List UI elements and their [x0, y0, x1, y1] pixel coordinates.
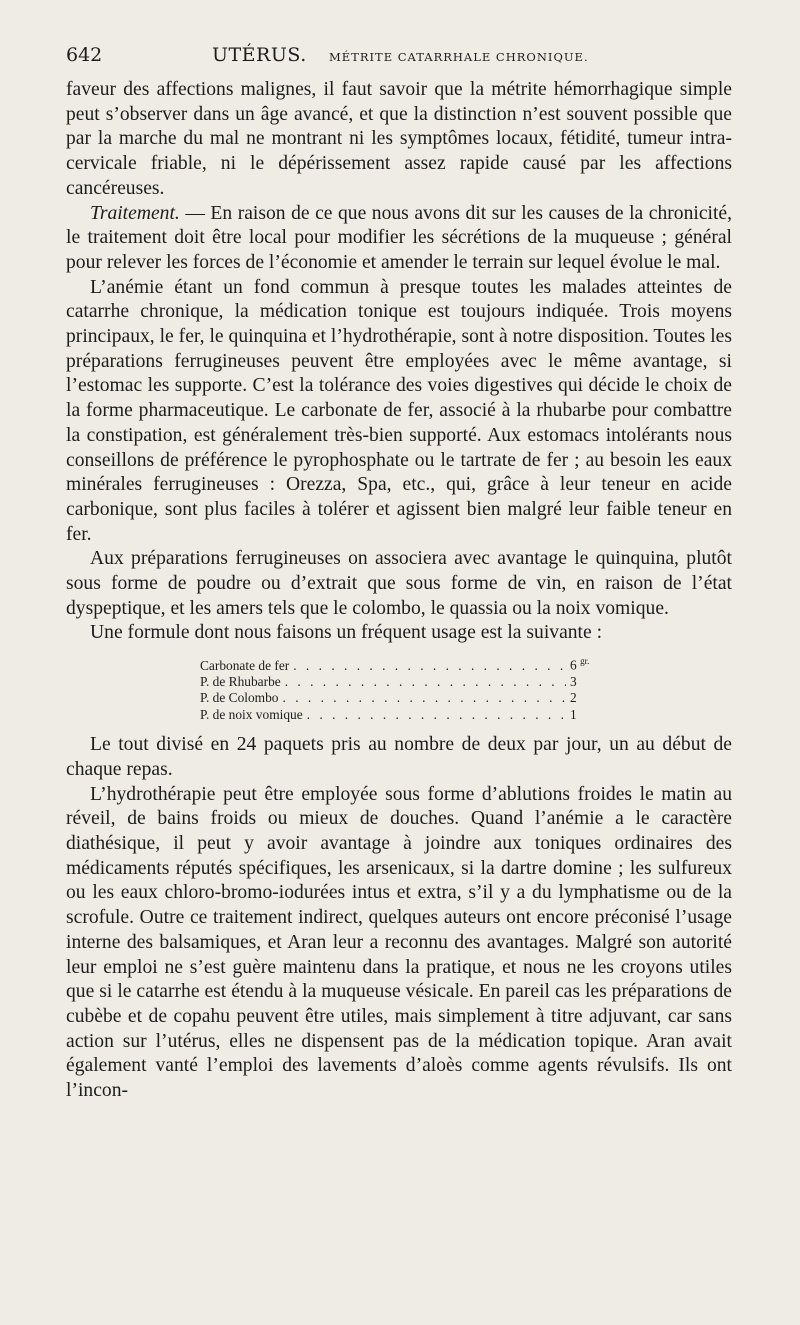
formula-row — [200, 690, 600, 706]
formula-row — [200, 707, 600, 723]
paragraph-anemia: L’anémie étant un fond commun à presque toutes les malades atteintes de catarrhe chronique, la médication tonique est toujours indiquée. Trois moyens principaux, le fer, le quinquina et l’hydrothérapie, sont à notre disposition. Toutes les préparations ferrugineuses peuvent être employées avec le même avantage, si l’estomac les supporte. C’est la tolérance des voies digestives qui décide le choix de la forme pharmaceutique. Le carbonate de fer, associé à la rhubarbe pour combattre la constipation, est généralement très-bien supporté. Aux estomacs intolérants nous conseillons de préférence le pyrophosphate ou le tartrate de fer ; au besoin les eaux minérales ferrugineuses : Orezza, Spa, etc., qui, grâce à leur teneur en acide carbonique, sont plus faciles à tolérer et agissent bien malgré leur faible teneur en fer. — [66, 276, 732, 545]
running-subtitle: MÉTRITE CATARRHALE CHRONIQUE. — [329, 50, 589, 64]
formula-ingredient: Carbonate de fer — [200, 657, 290, 673]
paragraph-hydrotherapy: L’hydrothérapie peut être employée sous forme d’ablutions froides le matin au réveil, de bains froids ou mieux de douches. Quand l’anémie a le caractère diathésique, il peut y avoir avantage à joindre aux toniques ordinaires des médicaments réputés spécifiques, les arsenicaux, si la dartre domine ; les sulfureux ou les eaux chloro-bromo-iodurées intus et extra, s’il y a du lymphatisme ou de la scrofule. Outre ce traitement indirect, quelques auteurs ont encore préconisé l’usage interne des balsamiques, et Aran leur a reconnu des avantages. Malgré son autorité leur emploi ne s’est guère maintenu dans la pratique, et nous ne les croyons utiles que si le catarrhe est étendu à la muqueuse vésicale. En pareil cas les préparations de cubèbe et de copahu peuvent être utiles, mais simplement à titre adjuvant, car sans action sur l’utérus, elles ne dispensent pas de la médication topique. Aran avait également vanté l’emploi des lavements d’aloès comme agents révulsifs. Ils ont l’incon- — [66, 783, 732, 1102]
paragraph-continuation: faveur des affections malignes, il faut savoir que la métrite hémorrhagique simple peut s’observer dans un âge avancé, et que la distinction n’est souvent possible que par la marche du mal ne montrant ni les symptômes locaux, fétidité, tumeur intra-cervicale friable, ni le dépérissement assez rapide causé par les affections cancéreuses. — [66, 79, 732, 199]
formula-quantity: 1 — [570, 706, 577, 722]
quantity-value: 6 — [570, 657, 577, 673]
formula-ingredient: P. de Rhubarbe — [200, 674, 281, 690]
formula-ingredient: P. de noix vomique — [200, 706, 303, 722]
running-title: UTÉRUS. — [212, 44, 307, 66]
formula-quantity — [570, 653, 600, 674]
leader-dots — [285, 674, 566, 690]
paragraph-treatment-text: — En raison de ce que nous avons dit sur les causes de la chronicité, le traitement doit être local pour modifier les sécrétions de la muqueuse ; général pour relever les forces de l’économie et amender le terrain sur lequel évolue le mal. — [66, 202, 732, 273]
leader-dots — [283, 690, 567, 706]
paragraph-dosage: Le tout divisé en 24 paquets pris au nombre de deux par jour, un au début de chaque repas. — [66, 734, 732, 780]
formula-quantity: 2 — [570, 690, 577, 706]
formula-list — [66, 653, 732, 723]
page-number: 642 — [66, 44, 103, 66]
leader-dots — [293, 658, 566, 674]
page-body — [66, 78, 732, 1104]
quantity-unit: gr. — [580, 656, 590, 667]
formula-row — [200, 653, 600, 674]
paragraph-quinquina: Aux préparations ferrugineuses on associera avec avantage le quinquina, plutôt sous forme de poudre ou d’extrait que sous forme de vin, en raison de l’état dyspeptique, et les amers tels que le colombo, le quassia ou la noix vomique. — [66, 548, 732, 619]
formula-ingredient: P. de Colombo — [200, 690, 279, 706]
formula-row — [200, 674, 600, 690]
section-lead-treatment: Traitement. — [90, 202, 180, 224]
paragraph-formula-intro: Une formule dont nous faisons un fréquent usage est la suivante : — [90, 622, 603, 644]
running-header — [66, 42, 732, 74]
formula-quantity: 3 — [570, 674, 577, 690]
leader-dots — [307, 707, 566, 723]
paragraph-treatment — [66, 202, 732, 276]
